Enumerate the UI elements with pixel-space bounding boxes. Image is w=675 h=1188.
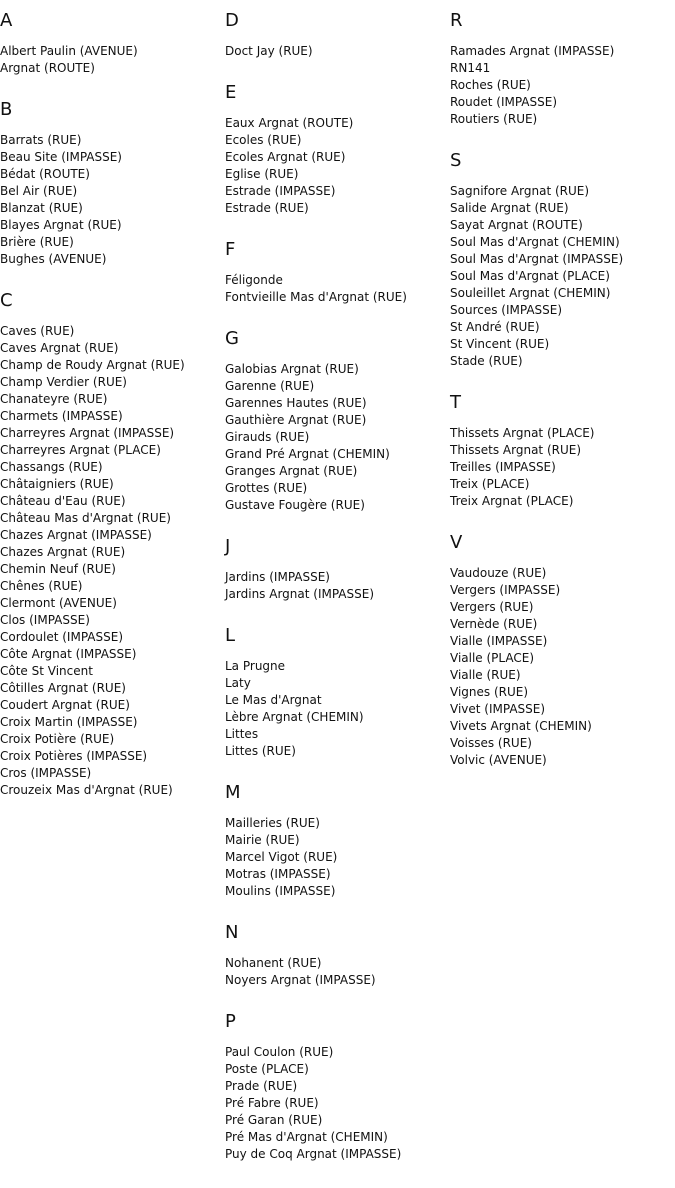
street-list <box>225 361 447 514</box>
street-name: Château d'Eau (RUE) <box>0 494 126 508</box>
street-name: Blanzat (RUE) <box>0 201 83 215</box>
street-name: Caves Argnat (RUE) <box>0 341 119 355</box>
street-name: Stade (RUE) <box>450 354 523 368</box>
street-name: Sayat Argnat (ROUTE) <box>450 218 583 232</box>
street-name: Crouzeix Mas d'Argnat (RUE) <box>0 783 173 797</box>
street-name: Châtaigniers (RUE) <box>0 477 114 491</box>
street-name: Mailleries (RUE) <box>225 816 320 830</box>
street-list <box>225 815 447 900</box>
letter-section <box>0 11 222 77</box>
street-name: Soul Mas d'Argnat (PLACE) <box>450 269 610 283</box>
street-name: Champ Verdier (RUE) <box>0 375 127 389</box>
street-list <box>225 569 447 603</box>
street-name: Vergers (RUE) <box>450 600 534 614</box>
street-name: Littes <box>225 727 259 741</box>
street-name: Bughes (AVENUE) <box>0 252 107 266</box>
street-name: Vivet (IMPASSE) <box>450 702 546 716</box>
street-name: Laty <box>225 676 251 690</box>
letter-section <box>225 240 447 306</box>
street-list <box>0 132 222 268</box>
street-name: Prade (RUE) <box>225 1079 298 1093</box>
street-name: Poste (PLACE) <box>225 1062 309 1076</box>
street-name: St Vincent (RUE) <box>450 337 550 351</box>
street-name: Souleillet Argnat (CHEMIN) <box>450 286 611 300</box>
letter-section <box>450 533 675 769</box>
street-name: Voisses (RUE) <box>450 736 532 750</box>
street-name: Treix Argnat (PLACE) <box>450 494 574 508</box>
section-letter-heading: E <box>225 82 237 103</box>
street-name: Vivets Argnat (CHEMIN) <box>450 719 592 733</box>
letter-section <box>450 393 675 510</box>
letter-section <box>225 11 447 60</box>
street-name: Vergers (IMPASSE) <box>450 583 561 597</box>
street-name: Charreyres Argnat (IMPASSE) <box>0 426 175 440</box>
section-letter-heading: T <box>450 392 461 413</box>
section-letter-heading: D <box>225 10 239 31</box>
street-name: Routiers (RUE) <box>450 112 538 126</box>
street-name: Vialle (IMPASSE) <box>450 634 548 648</box>
street-name: Croix Potière (RUE) <box>0 732 115 746</box>
street-name: Ecoles (RUE) <box>225 133 302 147</box>
street-name: Salide Argnat (RUE) <box>450 201 569 215</box>
street-name: Croix Potières (IMPASSE) <box>0 749 148 763</box>
section-letter-heading: N <box>225 922 239 943</box>
letter-section <box>225 83 447 217</box>
street-name: Marcel Vigot (RUE) <box>225 850 338 864</box>
street-name: Chemin Neuf (RUE) <box>0 562 116 576</box>
section-letter-heading: M <box>225 782 241 803</box>
street-name: Vaudouze (RUE) <box>450 566 547 580</box>
street-name: Chênes (RUE) <box>0 579 83 593</box>
street-name: Grand Pré Argnat (CHEMIN) <box>225 447 390 461</box>
street-name: Chazes Argnat (RUE) <box>0 545 126 559</box>
street-name: Girauds (RUE) <box>225 430 310 444</box>
street-list <box>450 565 675 769</box>
street-name: Doct Jay (RUE) <box>225 44 313 58</box>
street-name: Ecoles Argnat (RUE) <box>225 150 346 164</box>
street-name: Treilles (IMPASSE) <box>450 460 556 474</box>
street-name: Cros (IMPASSE) <box>0 766 92 780</box>
section-letter-heading: L <box>225 625 236 646</box>
street-name: Bel Air (RUE) <box>0 184 78 198</box>
street-name: Eaux Argnat (ROUTE) <box>225 116 354 130</box>
section-letter-heading: C <box>0 290 13 311</box>
street-name: Charreyres Argnat (PLACE) <box>0 443 161 457</box>
street-name: Gauthière Argnat (RUE) <box>225 413 367 427</box>
street-name: Treix (PLACE) <box>450 477 530 491</box>
street-name: Gustave Fougère (RUE) <box>225 498 365 512</box>
street-name: Chassangs (RUE) <box>0 460 103 474</box>
street-name: Bédat (ROUTE) <box>0 167 90 181</box>
street-name: Pré Garan (RUE) <box>225 1113 323 1127</box>
street-name: Soul Mas d'Argnat (IMPASSE) <box>450 252 624 266</box>
street-name: Vialle (PLACE) <box>450 651 535 665</box>
letter-section <box>225 1012 447 1163</box>
street-name: Champ de Roudy Argnat (RUE) <box>0 358 185 372</box>
column-1 <box>0 0 222 799</box>
street-list <box>225 43 447 60</box>
street-name: Caves (RUE) <box>0 324 75 338</box>
street-name: Estrade (RUE) <box>225 201 309 215</box>
street-name: Soul Mas d'Argnat (CHEMIN) <box>450 235 620 249</box>
street-name: Albert Paulin (AVENUE) <box>0 44 138 58</box>
street-name: Lèbre Argnat (CHEMIN) <box>225 710 364 724</box>
section-letter-heading: G <box>225 328 239 349</box>
street-name: Fontvieille Mas d'Argnat (RUE) <box>225 290 407 304</box>
street-list <box>0 43 222 77</box>
street-name: Clos (IMPASSE) <box>0 613 90 627</box>
street-list <box>0 323 222 799</box>
street-name: Moulins (IMPASSE) <box>225 884 336 898</box>
street-name: Pré Mas d'Argnat (CHEMIN) <box>225 1130 388 1144</box>
section-letter-heading: J <box>225 536 231 557</box>
street-name: Barrats (RUE) <box>0 133 82 147</box>
street-name: Garennes Hautes (RUE) <box>225 396 367 410</box>
street-name: Thissets Argnat (RUE) <box>450 443 582 457</box>
letter-section <box>225 783 447 900</box>
street-name: Côte Argnat (IMPASSE) <box>0 647 137 661</box>
street-name: Cordoulet (IMPASSE) <box>0 630 123 644</box>
street-name: Grottes (RUE) <box>225 481 308 495</box>
section-letter-heading: B <box>0 99 13 120</box>
letter-section <box>225 923 447 989</box>
street-name: Littes (RUE) <box>225 744 296 758</box>
street-name: Ramades Argnat (IMPASSE) <box>450 44 615 58</box>
letter-section <box>450 11 675 128</box>
street-name: Blayes Argnat (RUE) <box>0 218 122 232</box>
street-name: Motras (IMPASSE) <box>225 867 331 881</box>
street-name: Estrade (IMPASSE) <box>225 184 336 198</box>
street-list <box>225 1044 447 1163</box>
street-list <box>450 425 675 510</box>
street-list <box>225 272 447 306</box>
street-name: Argnat (ROUTE) <box>0 61 95 75</box>
section-letter-heading: S <box>450 150 462 171</box>
column-2 <box>225 0 447 1163</box>
street-name: Nohanent (RUE) <box>225 956 322 970</box>
street-name: Brière (RUE) <box>0 235 74 249</box>
street-name: Roudet (IMPASSE) <box>450 95 558 109</box>
letter-section <box>450 151 675 370</box>
street-name: Granges Argnat (RUE) <box>225 464 358 478</box>
street-name: Volvic (AVENUE) <box>450 753 547 767</box>
street-name: Coudert Argnat (RUE) <box>0 698 130 712</box>
section-letter-heading: A <box>0 10 13 31</box>
letter-section <box>0 100 222 268</box>
street-list <box>225 658 447 760</box>
street-name: Sources (IMPASSE) <box>450 303 563 317</box>
street-list <box>450 183 675 370</box>
letter-section <box>0 291 222 799</box>
letter-section <box>225 626 447 760</box>
letter-section <box>225 329 447 514</box>
street-name: Pré Fabre (RUE) <box>225 1096 319 1110</box>
section-letter-heading: V <box>450 532 463 553</box>
street-name: Le Mas d'Argnat <box>225 693 322 707</box>
street-name: Chazes Argnat (IMPASSE) <box>0 528 152 542</box>
street-name: Côtilles Argnat (RUE) <box>0 681 126 695</box>
street-name: Roches (RUE) <box>450 78 531 92</box>
section-letter-heading: R <box>450 10 463 31</box>
letter-section <box>225 537 447 603</box>
section-letter-heading: F <box>225 239 236 260</box>
section-letter-heading: P <box>225 1011 236 1032</box>
street-name: Chanateyre (RUE) <box>0 392 108 406</box>
street-name: Garenne (RUE) <box>225 379 315 393</box>
street-name: Jardins (IMPASSE) <box>225 570 330 584</box>
street-name: Vialle (RUE) <box>450 668 521 682</box>
street-name: Mairie (RUE) <box>225 833 300 847</box>
street-name: Féligonde <box>225 273 283 287</box>
column-3 <box>450 0 675 769</box>
street-name: RN141 <box>450 61 491 75</box>
street-name: Côte St Vincent <box>0 664 93 678</box>
street-name: Sagnifore Argnat (RUE) <box>450 184 590 198</box>
street-name: Puy de Coq Argnat (IMPASSE) <box>225 1147 402 1161</box>
street-name: Thissets Argnat (PLACE) <box>450 426 595 440</box>
street-name: Paul Coulon (RUE) <box>225 1045 334 1059</box>
street-name: Noyers Argnat (IMPASSE) <box>225 973 376 987</box>
street-name: La Prugne <box>225 659 286 673</box>
street-name: Vignes (RUE) <box>450 685 529 699</box>
street-list <box>225 115 447 217</box>
street-name: Galobias Argnat (RUE) <box>225 362 359 376</box>
street-list <box>225 955 447 989</box>
street-name: Eglise (RUE) <box>225 167 299 181</box>
street-name: Charmets (IMPASSE) <box>0 409 123 423</box>
street-name: Croix Martin (IMPASSE) <box>0 715 138 729</box>
street-name: Château Mas d'Argnat (RUE) <box>0 511 171 525</box>
street-name: Jardins Argnat (IMPASSE) <box>225 587 375 601</box>
street-name: Clermont (AVENUE) <box>0 596 117 610</box>
street-name: Vernède (RUE) <box>450 617 538 631</box>
street-name: St André (RUE) <box>450 320 540 334</box>
street-list <box>450 43 675 128</box>
street-name: Beau Site (IMPASSE) <box>0 150 122 164</box>
